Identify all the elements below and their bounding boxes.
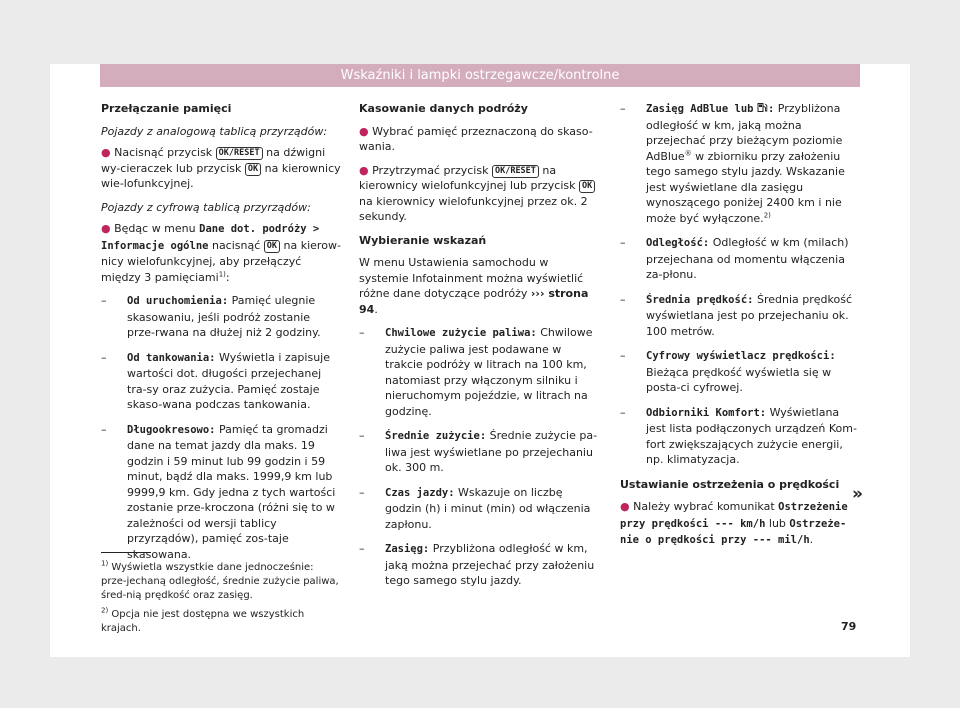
select-display-intro: W menu Ustawienia samochodu w systemie Infotainment można wyświetlić różne dane dotyczące podróży ››› strona 94. (359, 256, 589, 316)
item-term: Zasięg AdBlue lub (646, 103, 754, 115)
continue-mark: » (852, 484, 863, 504)
list-item: – Cyfrowy wyświetlacz prędkości: Bieżąca prędkość wyświetla się w posta-ci cyfrowej. (620, 349, 836, 394)
warning-message-mph: Ostrzeże-nie o prędkości przy --- mil/h (620, 517, 847, 546)
fuel-pump-icon (757, 102, 768, 113)
bullet-icon: ● (359, 163, 369, 177)
item-term: Odbiorniki Komfort: (646, 406, 767, 419)
bullet-icon: ● (620, 500, 630, 513)
page-number: 79 (841, 620, 857, 633)
bullet-icon: ● (101, 222, 111, 235)
warning-message-kmh: Ostrzeżenie przy prędkości --- km/h (620, 501, 848, 530)
item-desc: Średnie zużycie pa-liwa jest wyświetlane po przejechaniu ok. 300 m. (385, 429, 598, 474)
analog-instruction: ● Nacisnąć przycisk OK/RESET na dźwigni wy-cieraczek lub przycisk OK na kierownicy wie-lofunkcyjnej. (101, 146, 341, 190)
footnote-ref: 2) (763, 210, 771, 219)
bullet-icon: ● (101, 146, 111, 159)
heading-memory-switch: Przełączanie pamięci (101, 102, 232, 115)
list-item: – Od uruchomienia: Pamięć ulegnie skasowaniu, jeśli podróż zostanie prze-rwana na dłużej niż 2 godziny. (101, 294, 321, 339)
column-1 (101, 101, 341, 571)
list-item: – Średnia prędkość: Średnia prędkość wyświetlana jest po przejechaniu ok. 100 metrów. (620, 292, 852, 338)
item-term: Chwilowe zużycie paliwa: (385, 327, 537, 339)
list-item: – Zasięg AdBlue lub : Przybliżona odległość w km, jaką można przejechać przy bieżącym poziomie AdBlue® w zbiorniku przy założeniu tego samego stylu jazdy. Wskazanie jest wyświetlane dla zasięgu wynoszącego poniżej 2400 km i nie może być wyłączone.$^{2)}$ (620, 102, 845, 225)
item-term: Cyfrowy wyświetlacz prędkości: (646, 350, 836, 362)
footnote-1: $^{1)}$ Wyświetla wszystkie dane jednocześnie: prze-jechaną odległość, średnie zużycie paliwa, śred-nią prędkość oraz zasięg. (101, 559, 339, 601)
list-item: – Chwilowe zużycie paliwa: Chwilowe zużycie paliwa jest podawane w trakcie podróży w litrach na 100 km, natomiast przy włączonym silniku i nieruchomym pojeździe, w litrach na godzinę. (359, 326, 593, 418)
item-desc: Odległość w km (milach) przejechana od momentu włączenia za-płonu. (646, 236, 849, 281)
list-item: – Średnie zużycie: Średnie zużycie pa-liwa jest wyświetlane po przejechaniu ok. 300 m. (359, 429, 598, 474)
reset-step-2: ● Przytrzymać przycisk OK/RESET na kierownicy wielofunkcyjnej lub przycisk OK na kierownicy wielofunkcyjnej przez ok. 2 sekundy. (359, 163, 601, 225)
menu-path: Dane dot. podróży > Informacje ogólne (101, 223, 320, 252)
list-item: – Od tankowania: Wyświetla i zapisuje wartości dot. długości przejechanej tra-sy oraz zużycia. Pamięć zostaje skaso-wana podczas tankowania. (101, 350, 330, 411)
list-item: – Zasięg: Przybliżona odległość w km, jaką można przejechać przy założeniu tego samego stylu jazdy. (359, 542, 595, 587)
list-item: – Długookresowo: Pamięć ta gromadzi dane na temat jazdy dla maks. 19 godzin i 59 minut lub 99 godzin i 59 minut, bądź dla maks. 1999,9 km lub 9999,9 km. Gdy jedna z tych wartości zostanie prze-kroczona (różni się to w zależności od wersji tablicy przyrządów), pamięć zos-taje skasowana. (101, 422, 336, 561)
list-item: – Odległość: Odległość w km (milach) przejechana od momentu włączenia za-płonu. (620, 236, 849, 281)
ok-reset-key-icon: OK/RESET (216, 147, 263, 160)
section-header: Wskaźniki i lampki ostrzegawcze/kontrolne (100, 64, 860, 87)
heading-speed-warning: Ustawianie ostrzeżenia o prędkości (620, 477, 840, 491)
item-term: Odległość: (646, 237, 710, 249)
digital-subheading: Pojazdy z cyfrową tablicą przyrządów: (101, 200, 311, 214)
item-term: Od uruchomienia: (127, 295, 229, 307)
item-term: Zasięg: (385, 543, 430, 555)
item-term: Czas jazdy: (385, 486, 455, 499)
item-desc: Wyświetlana jest lista podłączonych urządzeń Kom-fort zwiększających zużycie energii, np. klimatyzacja. (646, 405, 857, 466)
bullet-icon: ● (359, 124, 369, 138)
ok-key-icon: OK (264, 240, 280, 253)
item-term: Średnie zużycie: (385, 430, 487, 442)
ok-reset-key-icon: OK/RESET (492, 165, 539, 178)
analog-subheading: Pojazdy z analogową tablicą przyrządów: (101, 124, 328, 138)
digital-instruction: ● Będąc w menu Dane dot. podróży > Informacje ogólne nacisnąć OK na kierow-nicy wielofunkcyjnej, aby przełączyć między 3 pamięciami$^{1)}$: (101, 222, 341, 284)
item-desc: Bieżąca prędkość wyświetla się w posta-ci cyfrowej. (646, 365, 832, 394)
footnote-ref: 1) (218, 269, 226, 278)
list-item: – Czas jazdy: Wskazuje on liczbę godzin (h) i minut (min) od włączenia zapłonu. (359, 485, 591, 531)
ok-key-icon: OK (245, 163, 261, 176)
item-term: Średnia prędkość: (646, 293, 754, 306)
item-desc: Chwilowe zużycie paliwa jest podawane w trakcie podróży w litrach na 100 km, natomiast przy włączonym silniku i nieruchomym pojeździe, w litrach na godzinę. (385, 326, 593, 418)
page-reference-link[interactable]: ››› strona 94 (359, 287, 589, 316)
item-desc: Wyświetla i zapisuje wartości dot. długości przejechanej tra-sy oraz zużycia. Pamięć zostaje skaso-wana podczas tankowania. (127, 350, 330, 411)
column-2 (359, 101, 601, 598)
list-item: – Odbiorniki Komfort: Wyświetlana jest lista podłączonych urządzeń Kom-fort zwiększających zużycie energii, np. klimatyzacja. (620, 405, 857, 466)
ok-key-icon: OK (579, 180, 595, 193)
footnote-2: $^{2)}$ Opcja nie jest dostępna we wszystkich krajach. (101, 606, 305, 634)
heading-select-display: Wybieranie wskazań (359, 233, 487, 247)
item-desc: Średnia prędkość wyświetlana jest po przejechaniu ok. 100 metrów. (646, 292, 852, 338)
speed-warning-instruction: ● Należy wybrać komunikat Ostrzeżenie przy prędkości --- km/h lub Ostrzeże-nie o prędkości przy --- mil/h. (620, 500, 848, 546)
item-term: Długookresowo: (127, 423, 216, 436)
column-3 (620, 101, 860, 557)
heading-reset-trip: Kasowanie danych podróży (359, 102, 528, 115)
reset-step-1: ● Wybrać pamięć przeznaczoną do skaso-wania. (359, 124, 593, 153)
item-desc: Pamięć ulegnie skasowaniu, jeśli podróż zostanie prze-rwana na dłużej niż 2 godziny. (127, 294, 321, 339)
item-desc: Przybliżona odległość w km, jaką można przejechać przy założeniu tego samego stylu jazdy. (385, 542, 595, 587)
item-term: Od tankowania: (127, 351, 216, 364)
item-desc: Pamięć ta gromadzi dane na temat jazdy dla maks. 19 godzin i 59 minut lub 99 godzin i 59 minut, bądź dla maks. 1999,9 km lub 9999,9 km. Gdy jedna z tych wartości zostanie prze-kroczona (różni się to w zależności od wersji tablicy przyrządów), pamięć zos-taje skasowana. (127, 422, 336, 561)
footnote-divider (101, 552, 151, 553)
item-desc: Wskazuje on liczbę godzin (h) i minut (min) od włączenia zapłonu. (385, 485, 591, 531)
